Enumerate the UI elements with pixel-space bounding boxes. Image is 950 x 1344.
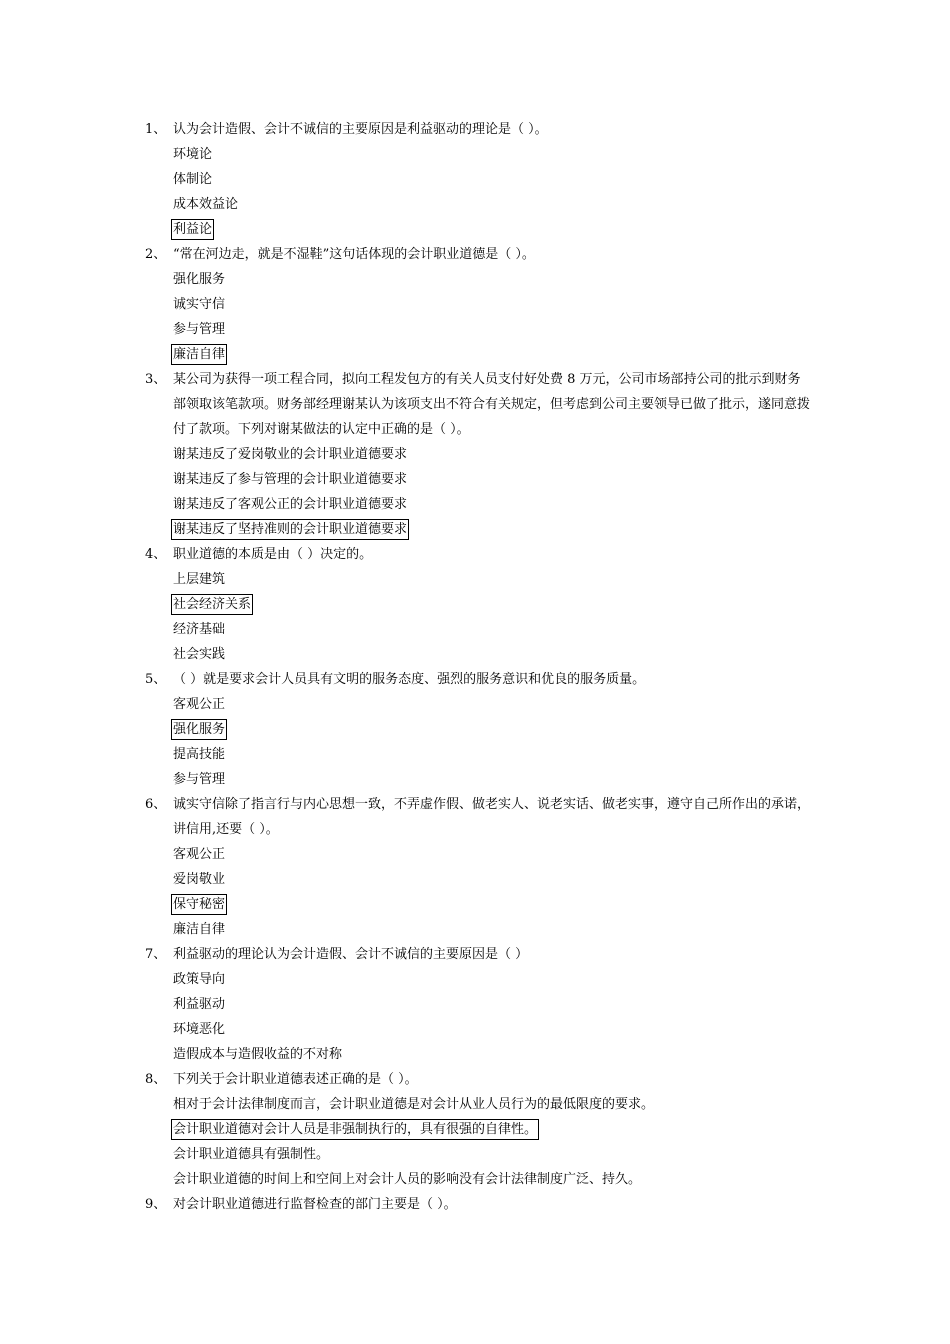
answer-option-selected[interactable] [173,717,950,742]
option-list [0,1092,950,1192]
answer-option[interactable] [173,692,950,717]
question-number: 8、 [145,1072,167,1087]
option-label: 参与管理 [173,322,226,337]
option-label: 提高技能 [173,747,226,762]
answer-option-selected[interactable] [173,592,950,617]
question-9 [0,1192,950,1217]
option-label: 强化服务 [171,719,227,740]
option-label: 客观公正 [173,847,226,862]
answer-option[interactable] [173,617,950,642]
answer-option[interactable] [173,642,950,667]
answer-option[interactable] [173,767,950,792]
answer-option[interactable] [173,842,950,867]
answer-option[interactable] [173,167,950,192]
option-label: 谢某违反了坚持准则的会计职业道德要求 [171,519,409,540]
question-text: 诚实守信除了指言行与内心思想一致，不弄虚作假、做老实人、说老实话、做老实事，遵守自己所作出的承诺，讲信用,还要（ ）。 [173,797,811,837]
option-label: 社会经济关系 [171,594,253,615]
question-text: 利益驱动的理论认为会计造假、会计不诚信的主要原因是（ ） [173,947,529,962]
answer-option[interactable] [173,142,950,167]
answer-option[interactable] [173,1042,950,1067]
option-label: 利益论 [171,219,214,240]
question-7 [0,942,950,1067]
question-8 [0,1067,950,1192]
answer-option-selected[interactable] [173,517,950,542]
answer-option[interactable] [173,567,950,592]
option-label: 会计职业道德对会计人员是非强制执行的，具有很强的自律性。 [171,1119,539,1140]
question-number: 3、 [145,372,167,387]
option-list [0,567,950,667]
question-number: 2、 [145,247,167,262]
answer-option-selected[interactable] [173,217,950,242]
option-label: 廉洁自律 [173,922,226,937]
question-number: 5、 [145,672,167,687]
question-6 [0,792,950,942]
option-label: 社会实践 [173,647,226,662]
option-label: 经济基础 [173,622,226,637]
answer-option[interactable] [173,492,950,517]
question-text: （ ）就是要求会计人员具有文明的服务态度、强烈的服务意识和优良的服务质量。 [173,672,646,687]
answer-option[interactable] [173,742,950,767]
answer-option[interactable] [173,917,950,942]
question-number: 9、 [145,1197,167,1212]
option-label: 上层建筑 [173,572,226,587]
option-label: 保守秘密 [171,894,227,915]
answer-option[interactable] [173,1142,950,1167]
question-5 [0,667,950,792]
question-number: 7、 [145,947,167,962]
option-label: 谢某违反了参与管理的会计职业道德要求 [173,472,408,487]
option-label: 政策导向 [173,972,226,987]
answer-option[interactable] [173,967,950,992]
answer-option-selected[interactable] [173,892,950,917]
answer-option[interactable] [173,1167,950,1192]
option-label: 谢某违反了客观公正的会计职业道德要求 [173,497,408,512]
option-label: 环境论 [173,147,213,162]
question-4 [0,542,950,667]
option-list [0,842,950,942]
question-text: “常在河边走，就是不湿鞋”这句话体现的会计职业道德是（ ）。 [173,247,535,262]
question-1 [0,117,950,242]
option-label: 成本效益论 [173,197,239,212]
option-label: 客观公正 [173,697,226,712]
option-label: 体制论 [173,172,213,187]
option-label: 谢某违反了爱岗敬业的会计职业道德要求 [173,447,408,462]
question-number: 4、 [145,547,167,562]
answer-option[interactable] [173,467,950,492]
answer-option-selected[interactable] [173,342,950,367]
option-label: 利益驱动 [173,997,226,1012]
option-list [0,967,950,1067]
option-list [0,692,950,792]
option-label: 相对于会计法律制度而言，会计职业道德是对会计从业人员行为的最低限度的要求。 [173,1097,655,1112]
answer-option[interactable] [173,192,950,217]
answer-option[interactable] [173,267,950,292]
option-list [0,267,950,367]
option-label: 强化服务 [173,272,226,287]
answer-option[interactable] [173,1092,950,1117]
question-2 [0,242,950,367]
option-label: 会计职业道德的时间上和空间上对会计人员的影响没有会计法律制度广泛、持久。 [173,1172,642,1187]
option-label: 会计职业道德具有强制性。 [173,1147,330,1162]
answer-option[interactable] [173,442,950,467]
answer-option[interactable] [173,1017,950,1042]
option-list [0,442,950,542]
question-list [0,117,950,1217]
option-label: 爱岗敬业 [173,872,226,887]
option-list [0,142,950,242]
question-text: 认为会计造假、会计不诚信的主要原因是利益驱动的理论是（ ）。 [173,122,548,137]
answer-option[interactable] [173,317,950,342]
question-text: 某公司为获得一项工程合同，拟向工程发包方的有关人员支付好处费 8 万元，公司市场部持公司的批示到财务部领取该笔款项。财务部经理谢某认为该项支出不符合有关规定，但考虑到公司主要领导已做了批示，遂同意拨付了款项。下列对谢某做法的认定中正确的是（ ）。 [173,372,811,437]
question-number: 1、 [145,122,167,137]
option-label: 造假成本与造假收益的不对称 [173,1047,343,1062]
answer-option-selected[interactable] [173,1117,950,1142]
question-text: 对会计职业道德进行监督检查的部门主要是（ ）。 [173,1197,457,1212]
option-label: 环境恶化 [173,1022,226,1037]
answer-option[interactable] [173,992,950,1017]
question-text: 下列关于会计职业道德表述正确的是（ ）。 [173,1072,418,1087]
answer-option[interactable] [173,867,950,892]
option-label: 廉洁自律 [171,344,227,365]
answer-option[interactable] [173,292,950,317]
question-3 [0,367,950,542]
option-label: 诚实守信 [173,297,226,312]
option-label: 参与管理 [173,772,226,787]
question-text: 职业道德的本质是由（ ）决定的。 [173,547,373,562]
question-number: 6、 [145,797,167,812]
